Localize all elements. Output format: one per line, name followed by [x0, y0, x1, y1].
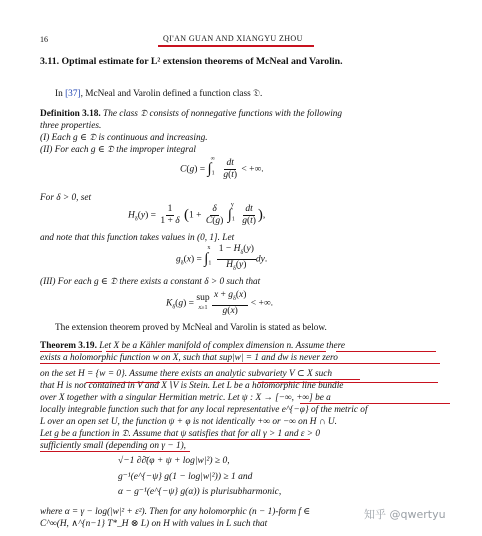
watermark: 知乎 @qwertyu	[364, 508, 446, 521]
equation-hdelta: $H_\delta(y)$ = $\frac{1}{1 + \delta}$ (1 + $\frac{\delta}{C(g)}$ $\int_1^y$ $\frac{dt}{g(t)}$ ),	[128, 201, 266, 226]
equation-cg: $C(g) = \int_1^\infty$ $\frac{dt}{g(t)}$ < +∞.	[180, 155, 264, 180]
section-title: 3.11. Optimal estimate for L² extension theorems of McNeal and Varolin.	[40, 56, 343, 67]
condition-3: α − g⁻¹(e^{−ψ} g(α)) is plurisubharmonic,	[118, 487, 282, 497]
theorem-line-8: Let g be a function in 𝔇. Assume that ψ satisfies that for all γ > 1 and ε > 0	[40, 429, 321, 439]
definition-property-1: (I) Each g ∈ 𝔇 is continuous and increasing.	[40, 133, 208, 143]
definition-line-2: three properties.	[40, 121, 102, 131]
running-title: QI'AN GUAN AND XIANGYU ZHOU	[163, 34, 303, 43]
theorem-line-3: on the set H = {w = 0}. Assume there exists an analytic subvariety V ⊂ X such	[40, 369, 333, 379]
theorem-line-2: exists a holomorphic function w on X, such that sup|w| = 1 and dw is never zero	[40, 353, 338, 363]
theorem-line-7: L over an open set U, the function ψ + φ is not identically +∞ or −∞ on H ∩ U.	[40, 417, 337, 427]
intro-paragraph: In [37], McNeal and Varolin defined a function class 𝔇.	[55, 89, 263, 99]
equation-gdelta: $g_\delta(x) = \int_1^x$ $\frac{1 - H_\delta(y)}{H_\delta(y)}$ dy.	[176, 244, 268, 272]
citation-link[interactable]: [37]	[65, 89, 81, 99]
theorem-line-1: Theorem 3.19. Let X be a Kähler manifold of complex dimension n. Assume there	[40, 341, 346, 351]
theorem-line-10: where α = γ − log(|w|² + ε²). Then for any holomorphic (n − 1)-form f ∈	[40, 507, 311, 517]
theorem-underline-3	[40, 363, 440, 364]
transition-paragraph: The extension theorem proved by McNeal and Varolin is stated as below.	[55, 323, 327, 333]
definition-line-1: Definition 3.18. The class 𝔇 consists of nonnegative functions with the following	[40, 109, 343, 119]
theorem-strike-2	[258, 382, 438, 383]
condition-2: g⁻¹(e^{−ψ} g(1 − log|w|²)) ≥ 1 and	[118, 472, 253, 482]
definition-property-3: (III) For each g ∈ 𝔇 there exists a constant δ > 0 such that	[40, 277, 261, 287]
equation-kdelta: $K_\delta(g)$ = sup x≥1 $\frac{x + g_\delta(x)}{g(x)}$ < +∞.	[166, 290, 274, 316]
theorem-underline-7	[40, 451, 190, 452]
definition-property-2: (II) For each g ∈ 𝔇 the improper integral	[40, 145, 196, 155]
condition-1: √−1 ∂∂̄(φ + ψ + log|w|²) ≥ 0,	[118, 456, 230, 466]
page-number: 16	[40, 35, 48, 44]
note-line: and note that this function takes values in (0, 1]. Let	[40, 233, 235, 243]
theorem-strike-1	[86, 382, 160, 383]
running-title-underline	[158, 45, 314, 47]
delta-line: For δ > 0, set	[40, 193, 92, 203]
theorem-underline-2	[336, 351, 436, 352]
theorem-line-6: locally integrable function such that for any local representative e^{−φ} of the metric of	[40, 405, 368, 415]
theorem-line-5: over X together with a singular Hermitian metric. Let ψ : X → [−∞, +∞] be a	[40, 393, 331, 403]
theorem-line-11: C^∞(H, ∧^{n−1} T*_H ⊗ L) on H with values in L such that	[40, 519, 268, 529]
theorem-line-9: sufficiently small (depending on γ − 1),	[40, 441, 187, 451]
theorem-line-4: that H is not contained in V and X∖V is Stein. Let L be a holomorphic line bundle	[40, 381, 344, 391]
